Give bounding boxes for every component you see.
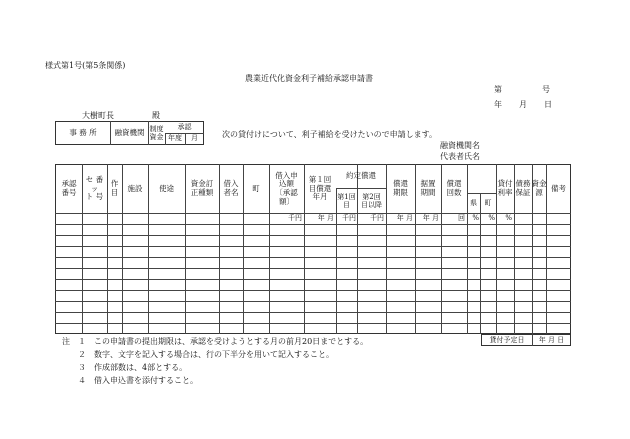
institution-name-label: 融資機関名 [440,141,480,150]
fiscal-year-label: 年度 [168,134,182,143]
unit-interest-rate: % [505,214,512,223]
unit-first-installment: 千円 [342,214,356,223]
header-purpose: 使途 [159,183,174,193]
page-title: 農業近代化資金利子補給承認申請書 [245,74,373,83]
header-borrower-name: 借入 者名 [223,179,239,197]
number-prefix: 第 [494,85,502,94]
header-second-installment: 第2回 目以降 [361,192,382,209]
header-fund-source: 資金 源 [531,179,547,197]
header-crop: 作 目 [110,179,119,197]
header-fund-type: 資金訂 正種類 [190,179,214,197]
unit-first-repayment: 年 月 [317,214,334,223]
header-loan-amount: 借入申 込額 〔承認 額〕 [275,170,298,206]
note-4: ４ 借入申込書を添付すること。 [78,376,198,385]
header-scheduled-repayment: 約定償還 [346,171,376,181]
note-1: 注 １ この申請書の提出期限は、承認を受けようとする月の前月20日までとする。 [62,337,369,346]
header-set-number: セ 番 ッ ト 号 [85,175,104,202]
unit-prefecture: % [472,214,479,223]
header-remarks: 備考 [551,183,566,193]
header-prefecture: 県 [470,199,477,208]
header-debt-guarantee: 債務 保証 [515,179,531,197]
header-first-repayment: 第１回 目償還 年月 [308,175,332,202]
unit-municipality: % [488,214,495,223]
header-first-installment: 第1回 目 [337,192,356,209]
note-2: ２ 数字、文字を記入する場合は、行の下半分を用いて記入すること。 [78,350,334,359]
addressee-honorific: 殿 [152,111,160,120]
header-repayment-count: 償還 回数 [446,179,462,197]
approval-label: 承認 [177,123,192,132]
header-facility: 施設 [127,183,143,193]
unit-grace-period: 年 月 [422,214,439,223]
application-statement: 次の貸付けについて、利子補給を受けたいので申請します。 [222,130,438,139]
date-year: 年 [494,100,502,109]
date-day: 日 [544,100,552,109]
unit-loan-amount: 千円 [288,214,302,223]
loan-schedule-date: 年 月 日 [538,335,565,344]
date-month: 月 [519,100,527,109]
header-repayment-deadline: 償還 期限 [393,179,408,197]
addressee: 大樹町長 [82,111,114,120]
unit-second-installment: 千円 [370,214,384,223]
header-town: 町 [252,183,260,193]
unit-repayment-count: 回 [458,214,465,223]
header-grace-period: 据置 期間 [420,179,436,197]
system-fund-label: 制度 資金 [149,124,164,141]
unit-repayment-deadline: 年 月 [396,214,413,223]
header-municipality: 町 [484,199,492,208]
note-3: ３ 作成部数は、4部とする。 [78,363,188,372]
financial-institution-label: 融資機関 [114,127,145,137]
form-number: 様式第1号(第5条関係) [45,61,126,70]
office-label: 事 務 所 [69,127,97,137]
number-suffix: 号 [542,85,550,94]
representative-label: 代表者氏名 [440,152,480,161]
header-interest-rate: 貸付 利率 [497,179,513,197]
header-approval-number: 承認 番号 [61,179,77,197]
loan-schedule-label: 貸付予定日 [489,335,525,344]
month-label: 月 [191,134,198,143]
